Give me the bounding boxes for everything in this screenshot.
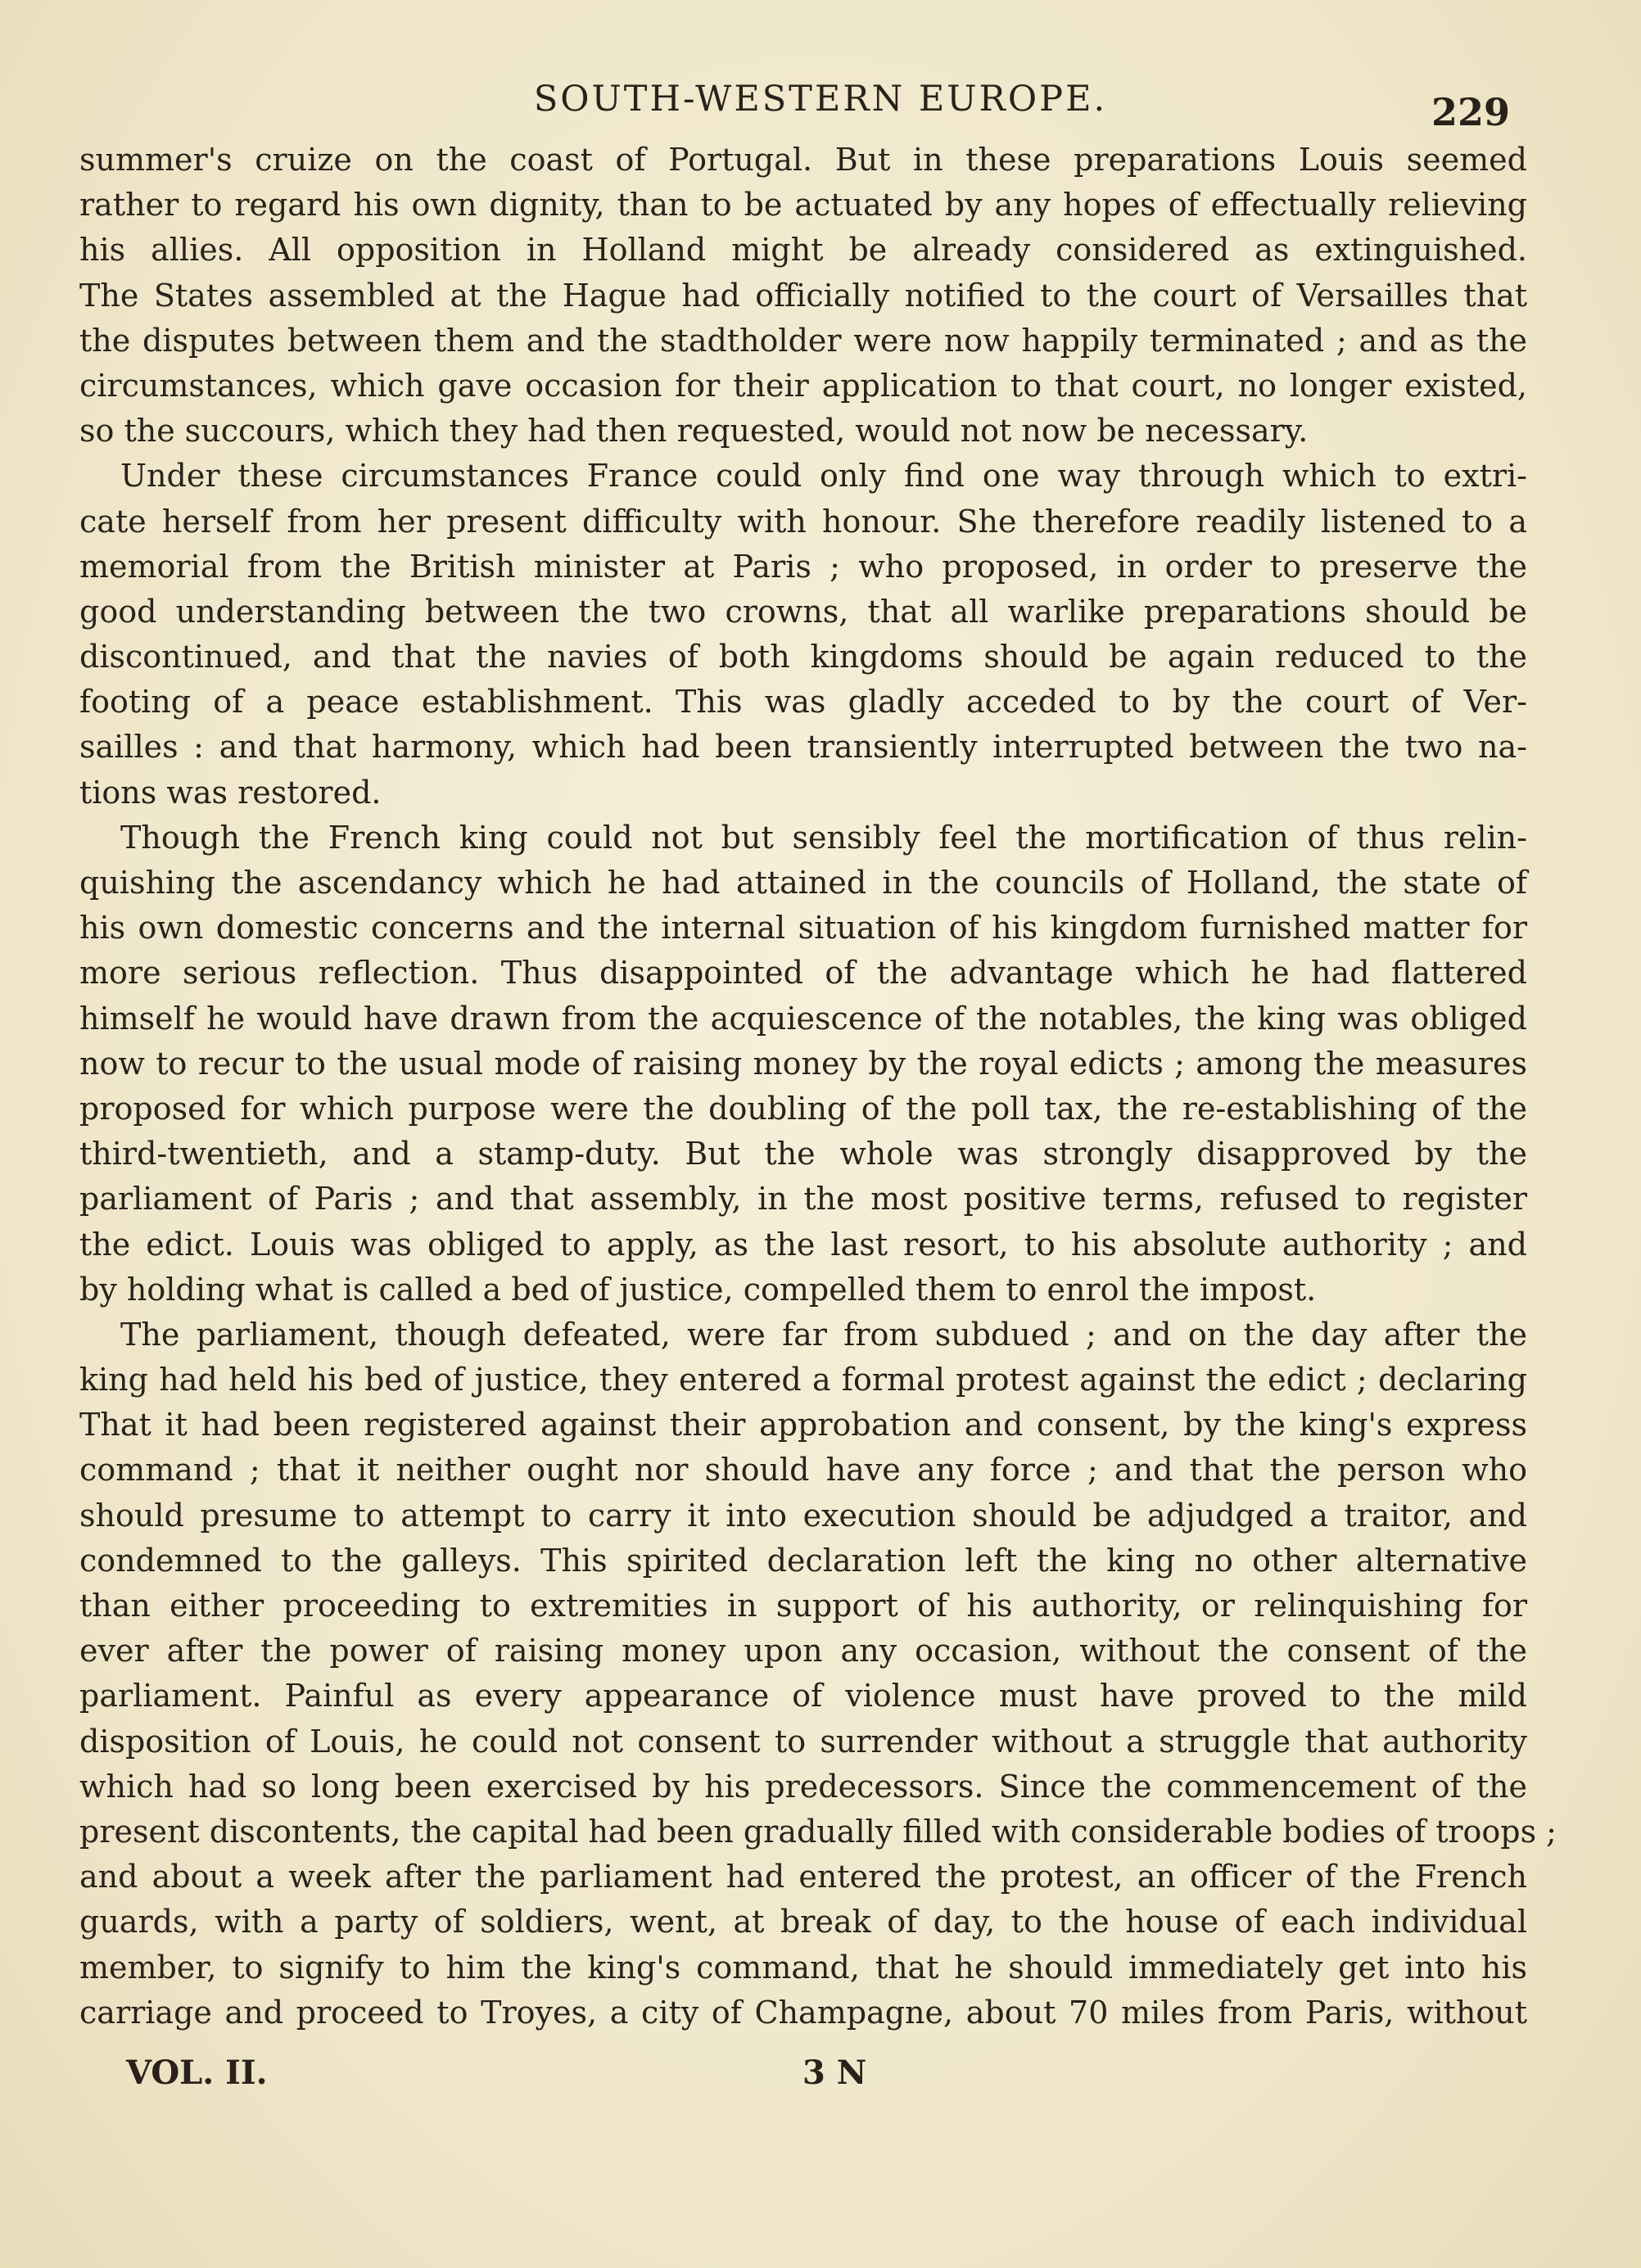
body-text	[79, 138, 1557, 2035]
text-line: proposed for which purpose were the doubling of the poll tax, the re-establishing of the	[79, 1090, 1527, 1127]
text-line: his own domestic concerns and the internal situation of his kingdom furnished matter for	[79, 910, 1527, 947]
text-line: present discontents, the capital had been gradually filled with considerable bodies of troops ;	[79, 1813, 1557, 1850]
text-line: third-twentieth, and a stamp-duty. But the whole was strongly disapproved by the	[79, 1136, 1527, 1172]
signature-mark: 3 N	[802, 2053, 867, 2092]
text-line: carriage and proceed to Troyes, a city of Champagne, about 70 miles from Paris, without	[79, 1994, 1527, 2031]
text-line: discontinued, and that the navies of both kingdoms should be again reduced to the	[79, 639, 1527, 675]
text-line: now to recur to the usual mode of raising money by the royal edicts ; among the measures	[79, 1045, 1527, 1082]
text-line: member, to signify to him the king's command, that he should immediately get into his	[79, 1949, 1527, 1986]
text-line: command ; that it neither ought nor should have any force ; and that the person who	[79, 1452, 1527, 1489]
text-line: the edict. Louis was obliged to apply, as the last resort, to his absolute authority ; and	[79, 1226, 1527, 1263]
text-line: himself he would have drawn from the acquiescence of the notables, the king was obliged	[79, 1000, 1527, 1037]
text-line: the disputes between them and the stadtholder were now happily terminated ; and as the	[79, 322, 1527, 359]
volume-label: VOL. II.	[126, 2053, 268, 2092]
text-line: footing of a peace establishment. This was gladly acceded to by the court of Ver-	[79, 684, 1527, 721]
text-line: disposition of Louis, he could not consent to surrender without a struggle that authority	[79, 1723, 1527, 1760]
text-line: king had held his bed of justice, they entered a formal protest against the edict ; declaring	[79, 1362, 1527, 1398]
text-line: ever after the power of raising money upon any occasion, without the consent of the	[79, 1633, 1527, 1669]
text-line: so the succours, which they had then requested, would not now be necessary.	[79, 413, 1309, 450]
text-line: more serious reflection. Thus disappointed of the advantage which he had flattered	[79, 955, 1527, 992]
text-line: tions was restored.	[79, 774, 382, 811]
text-line: parliament. Painful as every appearance of violence must have proved to the mild	[79, 1678, 1527, 1715]
text-line: guards, with a party of soldiers, went, at break of day, to the house of each individual	[79, 1904, 1527, 1940]
text-line: than either proceeding to extremities in support of his authority, or relinquishing for	[79, 1588, 1527, 1624]
text-line: which had so long been exercised by his predecessors. Since the commencement of the	[79, 1768, 1527, 1805]
text-line: condemned to the galleys. This spirited declaration left the king no other alternative	[79, 1542, 1527, 1579]
text-line: and about a week after the parliament had entered the protest, an officer of the French	[79, 1859, 1527, 1895]
paragraph-start-line: Under these circumstances France could only find one way through which to extri-	[120, 458, 1527, 495]
paragraph-start-line: Though the French king could not but sensibly feel the mortification of thus relin-	[120, 819, 1527, 856]
text-line: should presume to attempt to carry it into execution should be adjudged a traitor, and	[79, 1497, 1527, 1534]
text-line: memorial from the British minister at Paris ; who proposed, in order to preserve the	[79, 548, 1527, 585]
text-line: That it had been registered against their approbation and consent, by the king's express	[79, 1407, 1527, 1443]
text-line: cate herself from her present difficulty with honour. She therefore readily listened to a	[79, 503, 1527, 540]
text-line: summer's cruize on the coast of Portugal. But in these preparations Louis seemed	[79, 142, 1527, 178]
text-line: rather to regard his own dignity, than to be actuated by any hopes of effectually relieving	[79, 187, 1527, 224]
text-line: good understanding between the two crowns, that all warlike preparations should be	[79, 593, 1527, 630]
text-line: quishing the ascendancy which he had attained in the councils of Holland, the state of	[79, 865, 1527, 901]
page-number: 229	[1431, 90, 1511, 134]
text-line: sailles : and that harmony, which had been transiently interrupted between the two na-	[79, 729, 1527, 766]
text-line: parliament of Paris ; and that assembly, in the most positive terms, refused to register	[79, 1181, 1527, 1218]
paragraph-start-line: The parliament, though defeated, were far from subdued ; and on the day after the	[120, 1316, 1527, 1353]
text-line: circumstances, which gave occasion for their application to that court, no longer existed,	[79, 367, 1527, 404]
running-head: SOUTH-WESTERN EUROPE.	[533, 79, 1108, 120]
text-line: The States assembled at the Hague had officially notified to the court of Versailles that	[79, 277, 1527, 314]
text-line: his allies. All opposition in Holland might be already considered as extinguished.	[79, 232, 1527, 269]
text-line: by holding what is called a bed of justice, compelled them to enrol the impost.	[79, 1271, 1317, 1308]
